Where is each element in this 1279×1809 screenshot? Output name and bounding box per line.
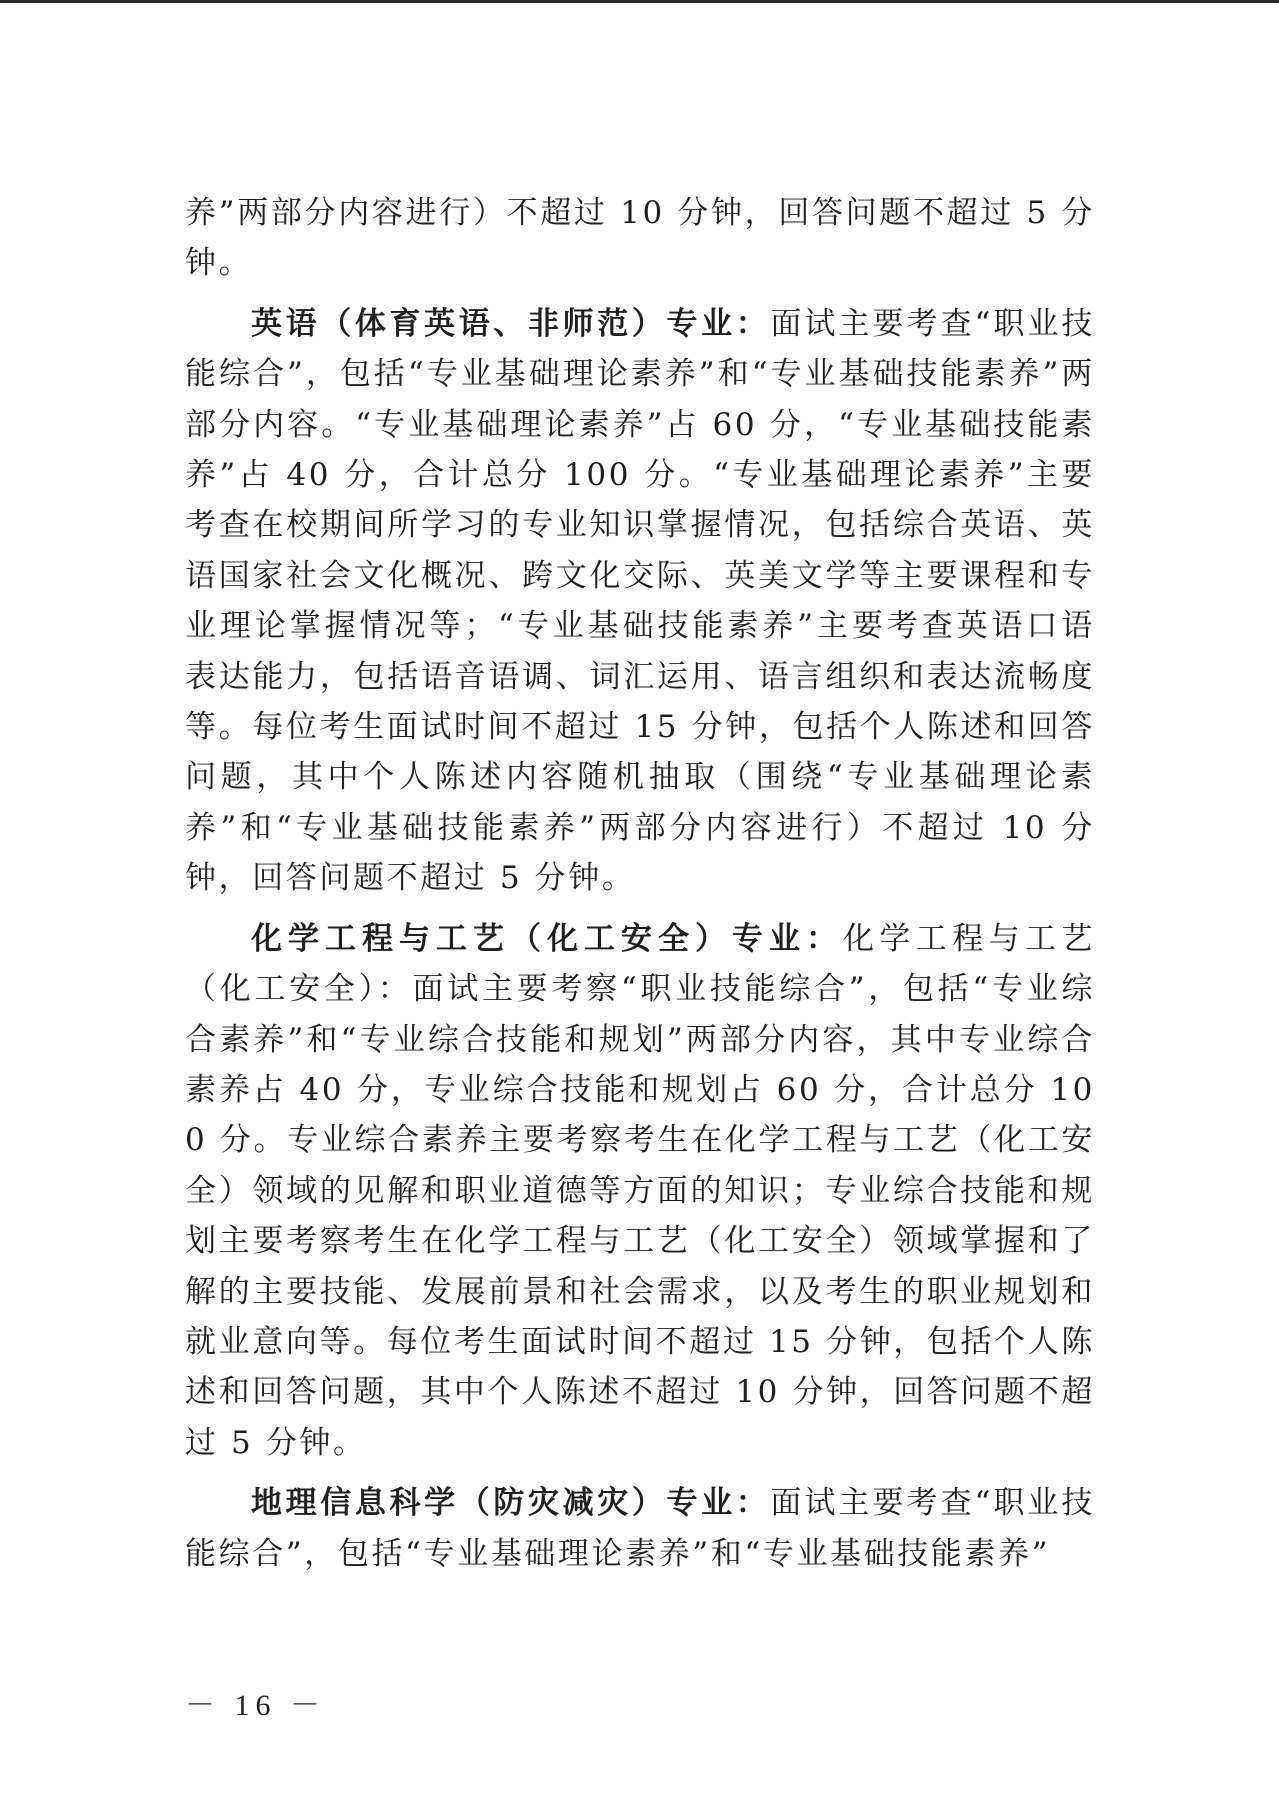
top-border-line [0,0,1279,3]
paragraph-english-major [185,299,1095,904]
paragraph-chemical-engineering-major [185,914,1095,1468]
paragraph-continuation-text: 养”两部分内容进行）不超过 10 分钟，回答问题不超过 5 分钟。 [185,195,1095,282]
paragraph-geographic-information-major-heading: 地理信息科学（防灾减灾）专业： [251,1485,771,1522]
page-number: － 16 － [185,1689,326,1722]
paragraph-geographic-information-major [185,1478,1095,1579]
paragraph-continuation [185,188,1095,289]
paragraph-chemical-engineering-major-text: 化学工程与工艺（化工安全）：面试主要考察“职业技能综合”，包括“专业综合素养”和“专业综合技能和规划”两部分内容，其中专业综合素养占 40 分，专业综合技能和规划占 60 分，合计总分 100 分。专业综合素养主要考察考生在化学工程与工艺（化工安全）领域的见解和职业道德等方面的知识；专业综合技能和规划主要考察考生在化学工程与工艺（化工安全）领域掌握和了解的主要技能、发展前景和社会需求，以及考生的职业规划和就业意向等。每位考生面试时间不超过 15 分钟，包括个人陈述和回答问题，其中个人陈述不超过 10 分钟，回答问题不超过 5 分钟。 [185,920,1095,1461]
paragraph-geographic-information-major-text: 面试主要考查“职业技能综合”，包括“专业基础理论素养”和“专业基础技能素养” [185,1485,1095,1572]
paragraph-chemical-engineering-major-heading: 化学工程与工艺（化工安全）专业： [251,920,843,957]
document-page [185,188,1095,1579]
paragraph-english-major-heading: 英语（体育英语、非师范）专业： [251,305,771,342]
paragraph-english-major-text: 面试主要考查“职业技能综合”，包括“专业基础理论素养”和“专业基础技能素养”两部分内容。“专业基础理论素养”占 60 分，“专业基础技能素养”占 40 分，合计总分 100 分。“专业基础理论素养”主要考查在校期间所学习的专业知识掌握情况，包括综合英语、英语国家社会文化概况、跨文化交际、英美文学等主要课程和专业理论掌握情况等；“专业基础技能素养”主要考查英语口语表达能力，包括语音语调、词汇运用、语言组织和表达流畅度等。每位考生面试时间不超过 15 分钟，包括个人陈述和回答问题，其中个人陈述内容随机抽取（围绕“专业基础理论素养”和“专业基础技能素养”两部分内容进行）不超过 10 分钟，回答问题不超过 5 分钟。 [185,305,1095,897]
